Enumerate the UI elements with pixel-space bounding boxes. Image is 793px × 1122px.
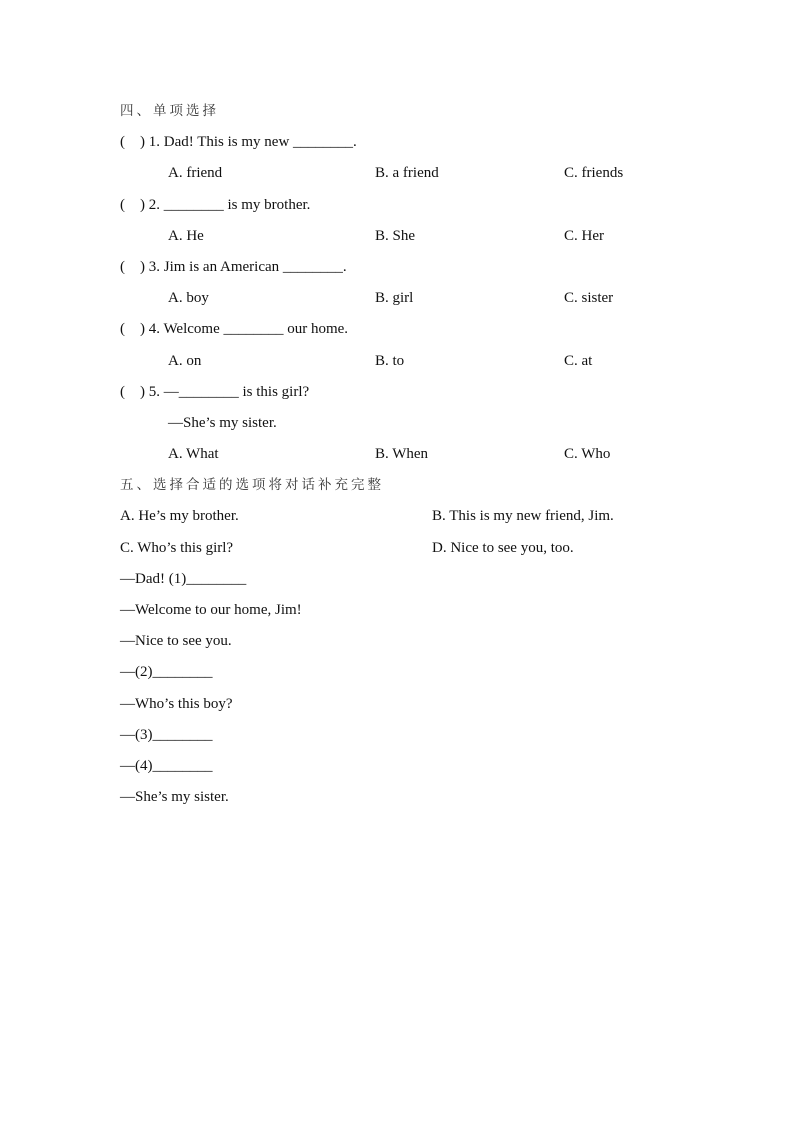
option-c: C. friends <box>564 165 624 182</box>
question-5-options <box>120 443 680 474</box>
dialogue-line: —Welcome to our home, Jim! <box>120 602 302 618</box>
question-3-options <box>120 287 680 318</box>
dialogue-line: —(2)________ <box>120 664 213 681</box>
dialogue-line: —Dad! (1)________ <box>120 570 247 587</box>
dialogue-line: —(3)________ <box>120 726 213 743</box>
question-2-options <box>120 225 680 256</box>
option-b: B. a friend <box>375 165 439 182</box>
worksheet <box>120 100 680 817</box>
dialogue-line: —Nice to see you. <box>120 633 232 650</box>
option-a: A. What <box>168 446 219 463</box>
option-c: C. at <box>564 352 593 369</box>
choice-a: A. He’s my brother. <box>120 508 239 525</box>
choice-c: C. Who’s this girl? <box>120 539 234 556</box>
question-4-options <box>120 350 680 381</box>
option-a: A. boy <box>168 290 209 307</box>
option-c: C. sister <box>564 290 614 307</box>
option-b: B. When <box>375 446 429 463</box>
option-c: C. Her <box>564 227 604 244</box>
section4-heading: 四、单项选择 <box>120 103 219 119</box>
choice-b: B. This is my new friend, Jim. <box>432 508 614 525</box>
question-1: ( ) 1. Dad! This is my new ________. <box>120 134 357 151</box>
choices-row-1 <box>120 505 680 536</box>
option-b: B. She <box>375 227 416 244</box>
option-b: B. to <box>375 352 405 369</box>
option-c: C. Who <box>564 446 611 463</box>
question-1-options <box>120 162 680 193</box>
question-5: ( ) 5. —________ is this girl? <box>120 383 310 400</box>
option-b: B. girl <box>375 290 414 307</box>
option-a: A. on <box>168 352 202 369</box>
option-a: A. He <box>168 227 204 244</box>
choices-row-2 <box>120 537 680 568</box>
question-4: ( ) 4. Welcome ________ our home. <box>120 321 349 338</box>
choice-d: D. Nice to see you, too. <box>432 539 574 556</box>
option-a: A. friend <box>168 165 223 182</box>
dialogue-line: —Who’s this boy? <box>120 695 233 712</box>
question-2: ( ) 2. ________ is my brother. <box>120 196 311 213</box>
dialogue-line: —She’s my sister. <box>120 789 229 806</box>
question-5-reply: —She’s my sister. <box>168 414 277 431</box>
section5-heading: 五、选择合适的选项将对话补充完整 <box>120 477 384 494</box>
dialogue-line: —(4)________ <box>120 757 213 774</box>
question-3: ( ) 3. Jim is an American ________. <box>120 258 347 275</box>
